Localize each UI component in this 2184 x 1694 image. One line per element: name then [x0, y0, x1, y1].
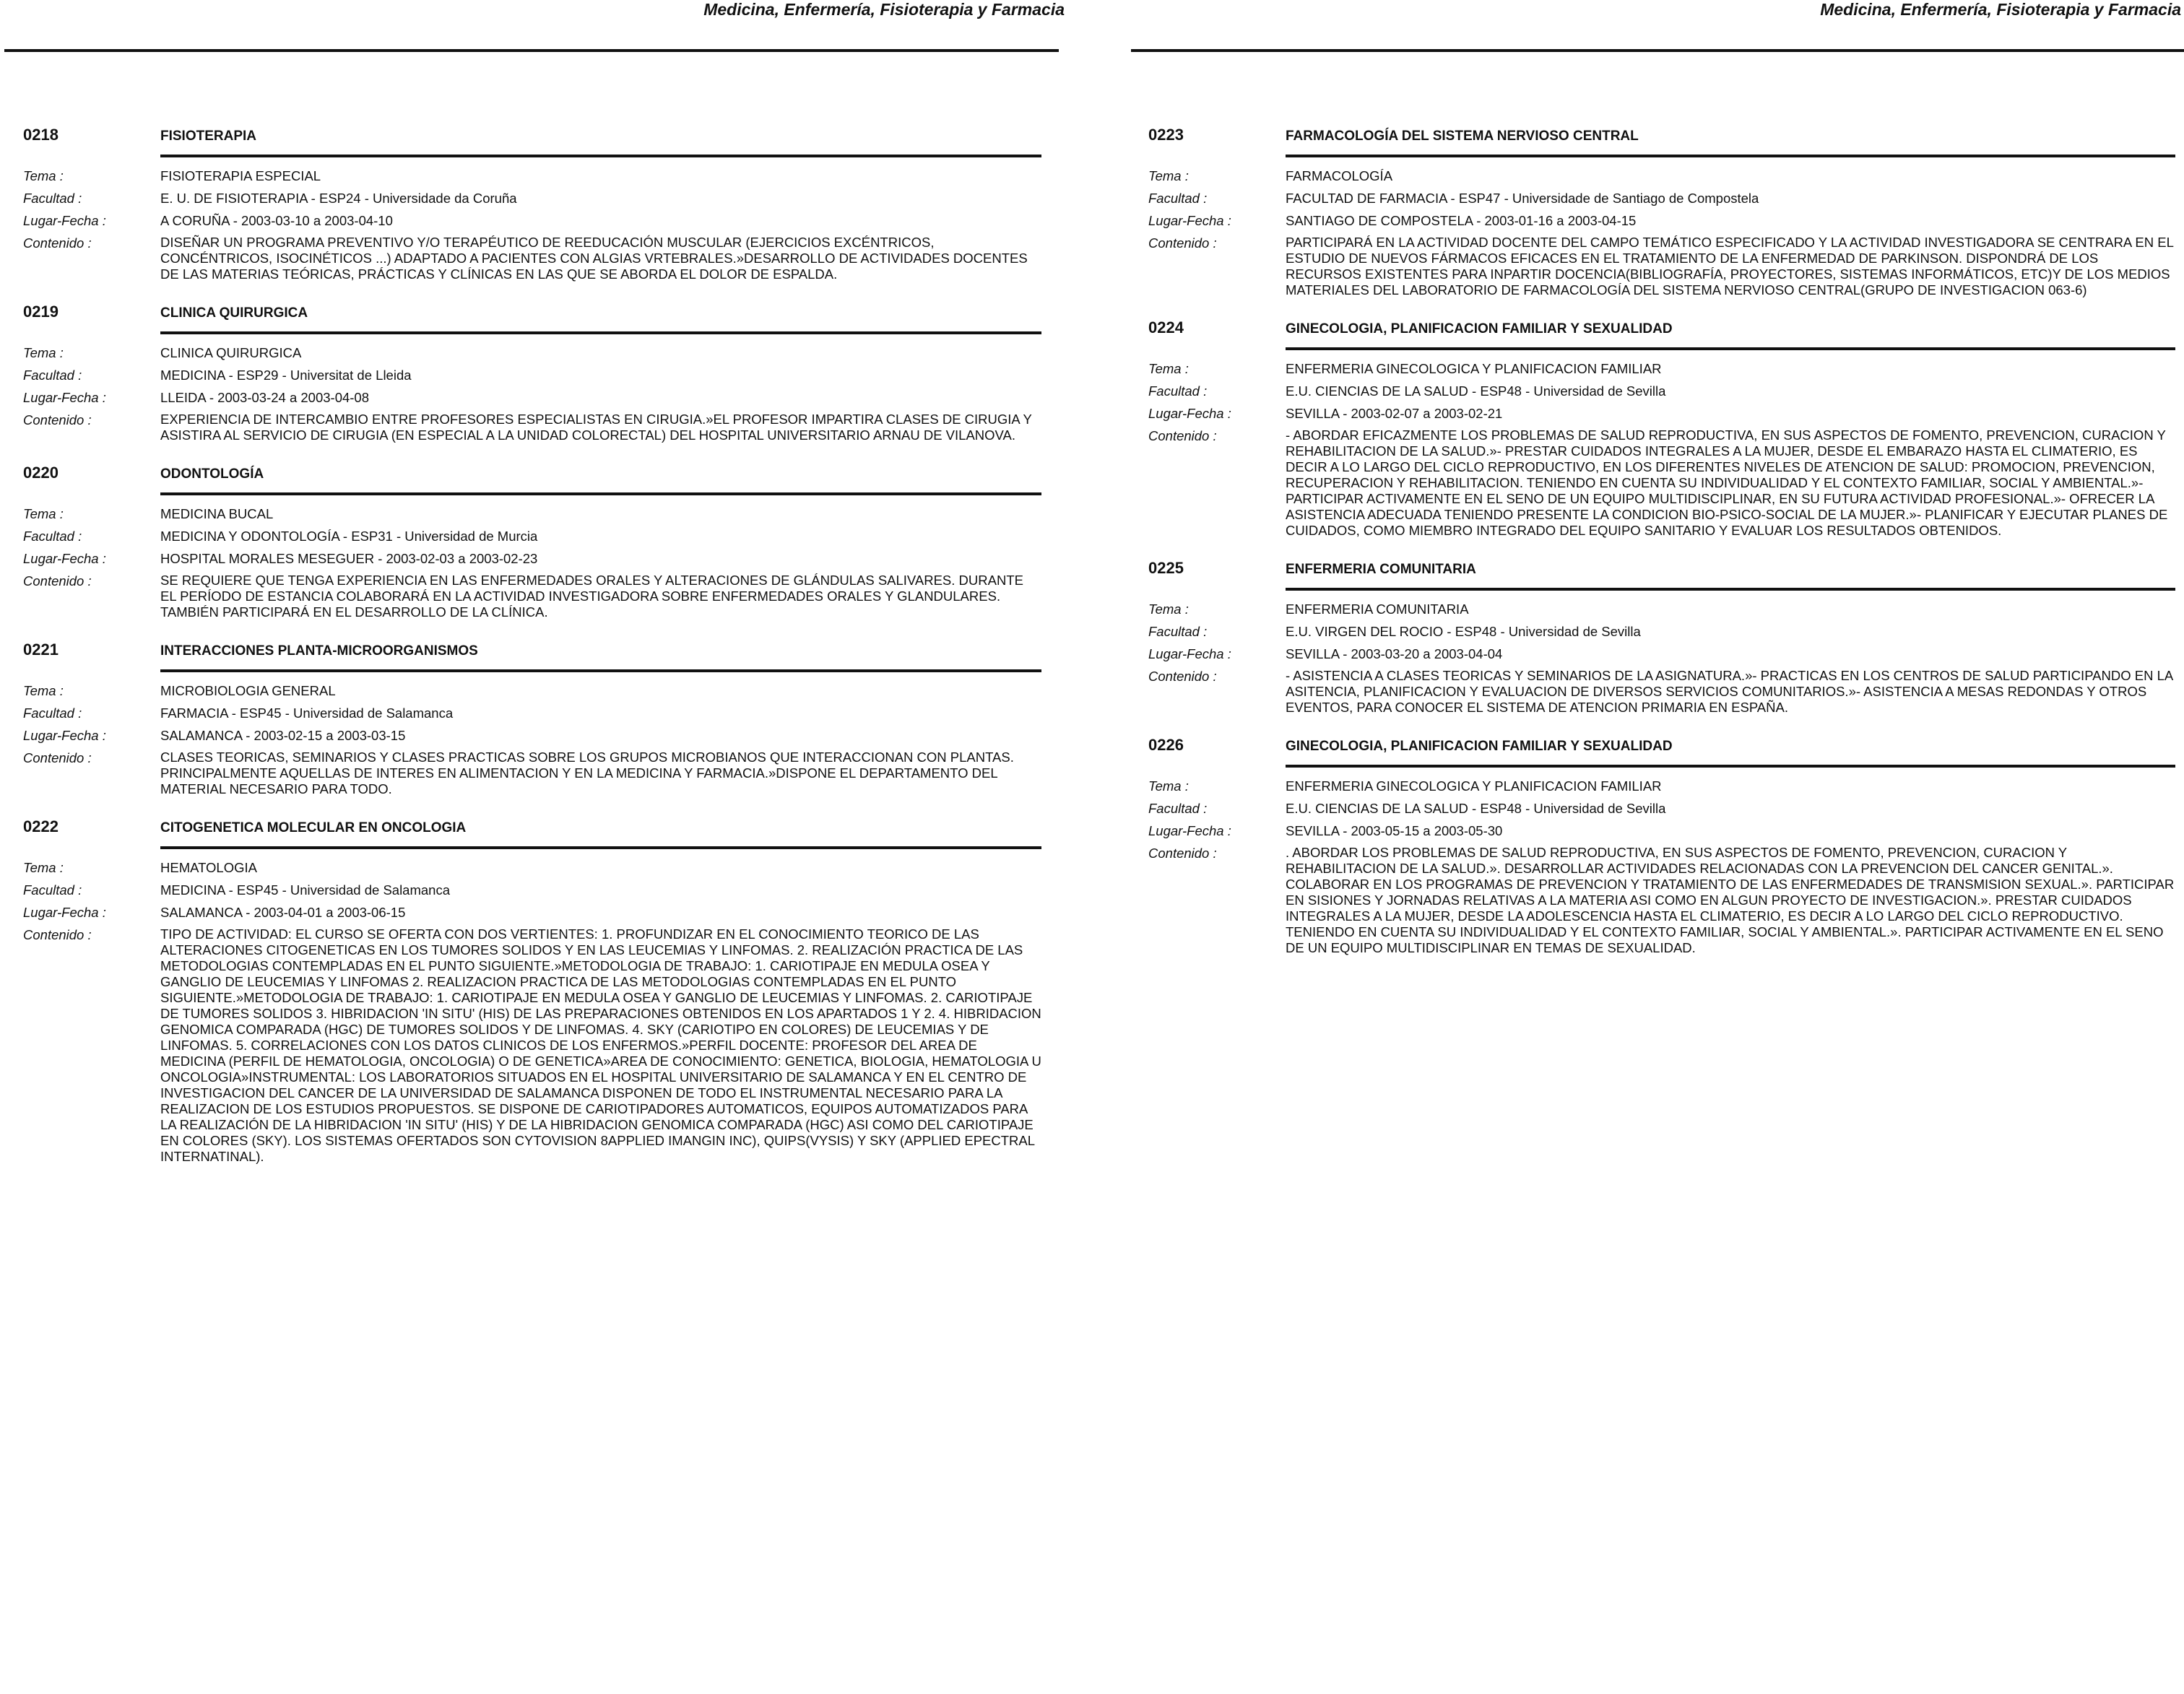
lugar-fecha-value: SALAMANCA - 2003-02-15 a 2003-03-15: [160, 728, 406, 743]
entry-header: [1148, 316, 2175, 337]
entry-code: 0220: [23, 464, 58, 482]
facultad-label: Facultad :: [23, 529, 82, 544]
entry-code: 0221: [23, 640, 58, 659]
entry-header: [1148, 556, 2175, 578]
contenido-label: Contenido :: [1148, 669, 1217, 684]
tema-label: Tema :: [1148, 601, 1189, 617]
contenido-value: . ABORDAR LOS PROBLEMAS DE SALUD REPRODUCTIVA, EN SUS ASPECTOS DE FOMENTO, PREVENCION, CURACION Y REHABILITACION DE LA SALUD.». DESARROLLAR ACTIVIDADES RELACIONADAS CON LA PREVENCION DEL CANCER GENITAL.». COLABORAR EN LOS PROGRAMAS DE PREVENCION Y TRATAMIENTO DE LAS ENFERMEDADES DE TRANSMISION SEXUAL.». PARTICIPAR EN SISIONES Y JORNADAS RELATIVAS A LA MATERIA ASI COMO EN ALGUN PROYECTO DE INVESTIGACION.». PRESTAR CUIDADOS INTEGRALES A LA MUJER, DESDE LA ADOLESCENCIA HASTA EL CLIMATERIO, ES DECIR A LO LARGO DEL CICLO REPRODUCTIVO. TENIENDO EN CUENTA SU INDIVIDUALIDAD Y EL CONTEXTO FAMILIAR, SOCIAL Y AMBIENTAL.». PARTICIPAR ACTIVAMENTE EN EL SENO DE UN EQUIPO MULTIDISCIPLINAR EN TEMAS DE SEXUALIDAD.: [1286, 845, 2175, 955]
entry-rule: [1286, 588, 2175, 591]
header-rule-right: [1131, 49, 2184, 52]
lugar-fecha-label: Lugar-Fecha :: [23, 213, 106, 228]
tema-value: MICROBIOLOGIA GENERAL: [160, 683, 336, 698]
entry-rule: [1286, 155, 2175, 157]
entry-code: 0226: [1148, 736, 1184, 754]
facultad-row: [23, 528, 1041, 544]
facultad-label: Facultad :: [1148, 624, 1208, 639]
contenido-row: [23, 926, 1041, 1165]
entry-code: 0223: [1148, 126, 1184, 144]
course-entry: [23, 123, 1041, 282]
entry-header: [23, 461, 1041, 482]
tema-row: [1148, 601, 2175, 617]
entry-header: [23, 123, 1041, 144]
tema-value: FISIOTERAPIA ESPECIAL: [160, 168, 321, 183]
contenido-value: SE REQUIERE QUE TENGA EXPERIENCIA EN LAS ENFERMEDADES ORALES Y ALTERACIONES DE GLÁNDULAS SALIVARES. DURANTE EL PERÍODO DE ESTANCIA COLABORARÁ EN LA ACTIVIDAD INVESTIGADORA SOBRE ENFERMEDADES ORALES Y GLANDULARES. TAMBIÉN PARTICIPARÁ EN EL DESARROLLO DE LA CLÍNICA.: [160, 573, 1023, 620]
tema-row: [1148, 360, 2175, 377]
facultad-value: FACULTAD DE FARMACIA - ESP47 - Universidade de Santiago de Compostela: [1286, 191, 1759, 206]
entry-code: 0218: [23, 126, 58, 144]
facultad-label: Facultad :: [23, 191, 82, 206]
tema-value: ENFERMERIA GINECOLOGICA Y PLANIFICACION FAMILIAR: [1286, 778, 1662, 794]
tema-label: Tema :: [1148, 778, 1189, 794]
lugar-fecha-label: Lugar-Fecha :: [23, 728, 106, 743]
lugar-fecha-row: [1148, 646, 2175, 662]
lugar-fecha-value: SEVILLA - 2003-03-20 a 2003-04-04: [1286, 646, 1503, 661]
facultad-row: [1148, 383, 2175, 399]
course-entry: [1148, 123, 2175, 298]
tema-row: [1148, 168, 2175, 184]
tema-label: Tema :: [23, 860, 64, 875]
contenido-row: [23, 573, 1041, 620]
contenido-value: - ASISTENCIA A CLASES TEORICAS Y SEMINARIOS DE LA ASIGNATURA.»- PRACTICAS EN LOS CENTROS DE SALUD PARTICIPANDO EN LA ASITENCIA, PLANIFICACION Y EVALUACION DE DIVERSOS SERVICIOS COMUNITARIOS.»- ASISTENCIA A MESAS REDONDAS Y OTROS EVENTOS, PARA CONOCER EL SISTEMA DE ATENCION PRIMARIA EN ESPAÑA.: [1286, 668, 2173, 715]
tema-row: [23, 859, 1041, 876]
entry-header: [1148, 123, 2175, 144]
entry-title: CLINICA QUIRURGICA: [160, 305, 308, 321]
right-page: [1127, 0, 2184, 1694]
lugar-fecha-row: [1148, 822, 2175, 839]
entry-code: 0225: [1148, 559, 1184, 577]
lugar-fecha-row: [23, 727, 1041, 744]
entries-right: [1148, 123, 2175, 973]
contenido-label: Contenido :: [23, 412, 92, 427]
entry-title: FISIOTERAPIA: [160, 129, 257, 144]
tema-label: Tema :: [1148, 168, 1189, 183]
entry-rule: [160, 331, 1041, 334]
facultad-row: [1148, 623, 2175, 640]
entry-title: FARMACOLOGÍA DEL SISTEMA NERVIOSO CENTRAL: [1286, 129, 1639, 144]
facultad-value: E.U. CIENCIAS DE LA SALUD - ESP48 - Universidad de Sevilla: [1286, 383, 1666, 399]
entry-title: GINECOLOGIA, PLANIFICACION FAMILIAR Y SEXUALIDAD: [1286, 321, 1673, 336]
contenido-value: - ABORDAR EFICAZMENTE LOS PROBLEMAS DE SALUD REPRODUCTIVA, EN SUS ASPECTOS DE FOMENTO, PREVENCION, CURACION Y REHABILITACION DE LA SALUD.»- PRESTAR CUIDADOS INTEGRALES A LA MUJER, DESDE EL EMBARAZO HASTA EL CLIMATERIO, ES DECIR A LO LARGO DEL CICLO REPRODUCTIVO, EN LOS DIFERENTES NIVELES DE ATENCION DE SALUD: PROMOCION, PREVENCION, RECUPERACION Y REHABILITACION. TENIENDO EN CUENTA SU INDIVIDUALIDAD Y EL CONTEXTO FAMILIAR, SOCIAL Y AMBIENTAL.»- PARTICIPAR ACTIVAMENTE EN EL SENO DE UN EQUIPO MULTIDISCIPLINAR, EN SU FUTURA ACTIVIDAD PROFESIONAL.»- OFRECER LA ASISTENCIA ADECUADA TENIENDO PRESENTE LA CONDICION BIO-PSICO-SOCIAL DE LA MUJER.»- PLANIFICAR Y EJECUTAR PLANES DE CUIDADOS, COMO MIEMBRO INTEGRADO DEL EQUIPO SANITARIO Y EVALUAR LOS RESULTADOS OBTENIDOS.: [1286, 427, 2168, 538]
contenido-label: Contenido :: [23, 235, 92, 251]
contenido-row: [23, 235, 1041, 282]
lugar-fecha-value: A CORUÑA - 2003-03-10 a 2003-04-10: [160, 213, 393, 228]
lugar-fecha-value: SEVILLA - 2003-02-07 a 2003-02-21: [1286, 406, 1503, 421]
lugar-fecha-label: Lugar-Fecha :: [23, 390, 106, 405]
running-header-right: Medicina, Enfermería, Fisioterapia y Farmacia: [1820, 0, 2181, 19]
entry-title: INTERACCIONES PLANTA-MICROORGANISMOS: [160, 643, 478, 659]
facultad-value: FARMACIA - ESP45 - Universidad de Salamanca: [160, 705, 454, 721]
facultad-row: [23, 882, 1041, 898]
contenido-value: DISEÑAR UN PROGRAMA PREVENTIVO Y/O TERAPÉUTICO DE REEDUCACIÓN MUSCULAR (EJERCICIOS EXCÉNTRICOS, CONCÉNTRICOS, ISOCINÉTICOS ...) ADAPTADO A PACIENTES CON ALGIAS VRTEBRALES.»DESARROLLO DE ACTIVIDADES DOCENTES DE LAS MATERIAS TEÓRICAS, PRÁCTICAS Y CLÍNICAS EN LAS QUE SE ABORDA EL DOLOR DE ESPALDA.: [160, 235, 1028, 282]
entry-title: ENFERMERIA COMUNITARIA: [1286, 562, 1476, 577]
contenido-row: [1148, 668, 2175, 716]
tema-label: Tema :: [23, 345, 64, 360]
contenido-value: EXPERIENCIA DE INTERCAMBIO ENTRE PROFESORES ESPECIALISTAS EN CIRUGIA.»EL PROFESOR IMPARTIRA CLASES DE CIRUGIA Y ASISTIRA AL SERVICIO DE CIRUGIA (EN ESPECIAL A LA UNIDAD COLORECTAL) DEL HOSPITAL UNIVERSITARIO ARNAU DE VILANOVA.: [160, 412, 1032, 443]
facultad-label: Facultad :: [1148, 801, 1208, 816]
lugar-fecha-label: Lugar-Fecha :: [1148, 646, 1231, 661]
tema-label: Tema :: [23, 506, 64, 521]
lugar-fecha-value: HOSPITAL MORALES MESEGUER - 2003-02-03 a 2003-02-23: [160, 551, 538, 566]
entry-title: CITOGENETICA MOLECULAR EN ONCOLOGIA: [160, 820, 467, 835]
lugar-fecha-value: LLEIDA - 2003-03-24 a 2003-04-08: [160, 390, 370, 405]
contenido-row: [1148, 235, 2175, 298]
course-entry: [23, 461, 1041, 620]
entry-rule: [160, 669, 1041, 672]
tema-label: Tema :: [23, 168, 64, 183]
facultad-label: Facultad :: [1148, 383, 1208, 399]
tema-row: [1148, 778, 2175, 794]
contenido-label: Contenido :: [1148, 846, 1217, 861]
tema-row: [23, 344, 1041, 361]
entry-code: 0222: [23, 817, 58, 835]
facultad-value: E.U. VIRGEN DEL ROCIO - ESP48 - Universidad de Sevilla: [1286, 624, 1641, 639]
contenido-value: CLASES TEORICAS, SEMINARIOS Y CLASES PRACTICAS SOBRE LOS GRUPOS MICROBIANOS QUE INTERACCIONAN CON PLANTAS. PRINCIPALMENTE AQUELLAS DE INTERES EN ALIMENTACION Y EN LA MEDICINA Y FARMACIA.»DISPONE EL DEPARTAMENTO DEL MATERIAL NECESARIO PARA TODO.: [160, 750, 1014, 796]
left-page: [0, 0, 1069, 1694]
contenido-row: [23, 750, 1041, 797]
lugar-fecha-label: Lugar-Fecha :: [1148, 406, 1231, 421]
lugar-fecha-label: Lugar-Fecha :: [23, 551, 106, 566]
contenido-value: PARTICIPARÁ EN LA ACTIVIDAD DOCENTE DEL CAMPO TEMÁTICO ESPECIFICADO Y LA ACTIVIDAD INVESTIGADORA SE CENTRARA EN EL ESTUDIO DE NUEVOS FÁRMACOS EFICACES EN EL TRATAMIENTO DE LA ENFERMEDAD DE PARKINSON. DISPONDRÁ DE LOS RECURSOS EXISTENTES PARA INPARTIR DOCENCIA(BIBLIOGRAFÍA, PROYECTORES, SISTEMAS INFORMÁTICOS, ETC)Y DE LOS MEDIOS MATERIALES DEL LABORATORIO DE FARMACOLOGÍA DEL SISTEMA NERVIOSO CENTRAL(GRUPO DE INVESTIGACION 063-6): [1286, 235, 2174, 297]
contenido-label: Contenido :: [23, 573, 92, 588]
entry-header: [1148, 733, 2175, 755]
facultad-value: E.U. CIENCIAS DE LA SALUD - ESP48 - Universidad de Sevilla: [1286, 801, 1666, 816]
tema-value: CLINICA QUIRURGICA: [160, 345, 302, 360]
facultad-label: Facultad :: [23, 882, 82, 898]
course-entry: [1148, 733, 2175, 956]
contenido-row: [1148, 845, 2175, 956]
tema-label: Tema :: [1148, 361, 1189, 376]
lugar-fecha-row: [1148, 405, 2175, 422]
entry-rule: [160, 155, 1041, 157]
course-entry: [23, 300, 1041, 443]
tema-value: MEDICINA BUCAL: [160, 506, 274, 521]
lugar-fecha-value: SALAMANCA - 2003-04-01 a 2003-06-15: [160, 905, 406, 920]
entry-code: 0224: [1148, 318, 1184, 336]
contenido-row: [23, 412, 1041, 443]
tema-row: [23, 168, 1041, 184]
entry-title: GINECOLOGIA, PLANIFICACION FAMILIAR Y SEXUALIDAD: [1286, 739, 1673, 754]
entry-rule: [1286, 347, 2175, 350]
facultad-value: MEDICINA - ESP29 - Universitat de Lleida: [160, 368, 412, 383]
entry-code: 0219: [23, 303, 58, 321]
facultad-row: [1148, 190, 2175, 207]
facultad-label: Facultad :: [1148, 191, 1208, 206]
course-entry: [23, 638, 1041, 797]
lugar-fecha-row: [23, 212, 1041, 229]
entry-title: ODONTOLOGÍA: [160, 466, 264, 482]
contenido-row: [1148, 427, 2175, 539]
contenido-value: TIPO DE ACTIVIDAD: EL CURSO SE OFERTA CON DOS VERTIENTES: 1. PROFUNDIZAR EN EL CONOCIMIENTO TEORICO DE LAS ALTERACIONES CITOGENETICAS EN LOS TUMORES SOLIDOS Y EN LAS LEUCEMIAS Y LINFOMAS. 2. REALIZACIÓN PRACTICA DE LAS METODOLOGIAS CONTEMPLADAS EN EL PUNTO SIGUIENTE.»METODOLOGIA DE TRABAJO: 1. CARIOTIPAJE EN MEDULA OSEA Y GANGLIO DE LEUCEMIAS Y LINFOMAS 2. REALIZACION PRACTICA DE LAS METODOLOGIAS CONTEMPLADAS EN EL PUNTO SIGUIENTE.»METODOLOGIA DE TRABAJO: 1. CARIOTIPAJE EN MEDULA OSEA Y GANGLIO DE LEUCEMIAS Y LINFOMAS. 2. CARIOTIPAJE DE TUMORES SOLIDOS 3. HIBRIDACION 'IN SITU' (HIS) DE LAS PREPARACIONES OBTENIDOS EN LOS APARTADOS 1 Y 2. 4. HIBRIDACION GENOMICA COMPARADA (HGC) DE TUMORES SOLIDOS Y DE LINFOMAS. 4. SKY (CARIOTIPO EN COLORES) DE LEUCEMIAS Y DE LINFOMAS. 5. CORRELACIONES CON LOS DATOS CLINICOS DE LOS ENFERMOS.»PERFIL DOCENTE: PROFESOR DEL AREA DE MEDICINA (PERFIL DE HEMATOLOGIA, ONCOLOGIA) O DE GENETICA»AREA DE CONOCIMIENTO: GENETICA, BIOLOGIA, HEMATOLOGIA U ONCOLOGIA»INSTRUMENTAL: LOS LABORATORIOS SITUADOS EN EL HOSPITAL UNIVERSITARIO DE SALAMANCA Y EN EL CENTRO DE INVESTIGACION DEL CANCER DE LA UNIVERSIDAD DE SALAMANCA DISPONEN DE TODO EL INSTRUMENTAL NECESARIO PARA LA REALIZACION DE LOS ESTUDIOS PROPUESTOS. SE DISPONE DE CARIOTIPADORES AUTOMATICOS, EQUIPOS AUTOMATIZADOS PARA LA REALIZACIÓN DE LA HIBRIDACION 'IN SITU' (HIS) Y DE LA HIBRIDACION GENOMICA COMPARADA (HGC) ASI COMO DEL CARIOTIPAJE EN COLORES (SKY). LOS SISTEMAS OFERTADOS SON CYTOVISION 8APPLIED IMANGIN INC), QUIPS(VYSIS) Y SKY (APPLIED EPECTRAL INTERNATINAL).: [160, 926, 1041, 1164]
course-entry: [1148, 316, 2175, 539]
facultad-value: MEDICINA - ESP45 - Universidad de Salamanca: [160, 882, 451, 898]
lugar-fecha-row: [23, 389, 1041, 406]
facultad-label: Facultad :: [23, 368, 82, 383]
entries-left: [23, 123, 1041, 1182]
facultad-value: E. U. DE FISIOTERAPIA - ESP24 - Universidade da Coruña: [160, 191, 517, 206]
entry-rule: [160, 846, 1041, 849]
entry-header: [23, 815, 1041, 836]
entry-header: [23, 638, 1041, 659]
facultad-label: Facultad :: [23, 705, 82, 721]
tema-value: ENFERMERIA GINECOLOGICA Y PLANIFICACION FAMILIAR: [1286, 361, 1662, 376]
facultad-row: [23, 705, 1041, 721]
entry-rule: [160, 492, 1041, 495]
lugar-fecha-label: Lugar-Fecha :: [23, 905, 106, 920]
running-header-left: Medicina, Enfermería, Fisioterapia y Farmacia: [703, 0, 1065, 19]
lugar-fecha-row: [23, 550, 1041, 567]
lugar-fecha-label: Lugar-Fecha :: [1148, 823, 1231, 838]
tema-value: FARMACOLOGÍA: [1286, 168, 1393, 183]
facultad-row: [1148, 800, 2175, 817]
contenido-label: Contenido :: [1148, 235, 1217, 251]
entry-header: [23, 300, 1041, 321]
lugar-fecha-row: [23, 904, 1041, 921]
header-rule-left: [4, 49, 1059, 52]
tema-row: [23, 682, 1041, 699]
lugar-fecha-row: [1148, 212, 2175, 229]
course-entry: [1148, 556, 2175, 716]
facultad-value: MEDICINA Y ODONTOLOGÍA - ESP31 - Universidad de Murcia: [160, 529, 538, 544]
contenido-label: Contenido :: [1148, 428, 1217, 443]
entry-rule: [1286, 765, 2175, 768]
contenido-label: Contenido :: [23, 927, 92, 942]
tema-value: HEMATOLOGIA: [160, 860, 257, 875]
course-entry: [23, 815, 1041, 1165]
lugar-fecha-value: SEVILLA - 2003-05-15 a 2003-05-30: [1286, 823, 1503, 838]
contenido-label: Contenido :: [23, 750, 92, 765]
facultad-row: [23, 190, 1041, 207]
tema-label: Tema :: [23, 683, 64, 698]
tema-value: ENFERMERIA COMUNITARIA: [1286, 601, 1469, 617]
facultad-row: [23, 367, 1041, 383]
tema-row: [23, 505, 1041, 522]
lugar-fecha-label: Lugar-Fecha :: [1148, 213, 1231, 228]
lugar-fecha-value: SANTIAGO DE COMPOSTELA - 2003-01-16 a 2003-04-15: [1286, 213, 1637, 228]
